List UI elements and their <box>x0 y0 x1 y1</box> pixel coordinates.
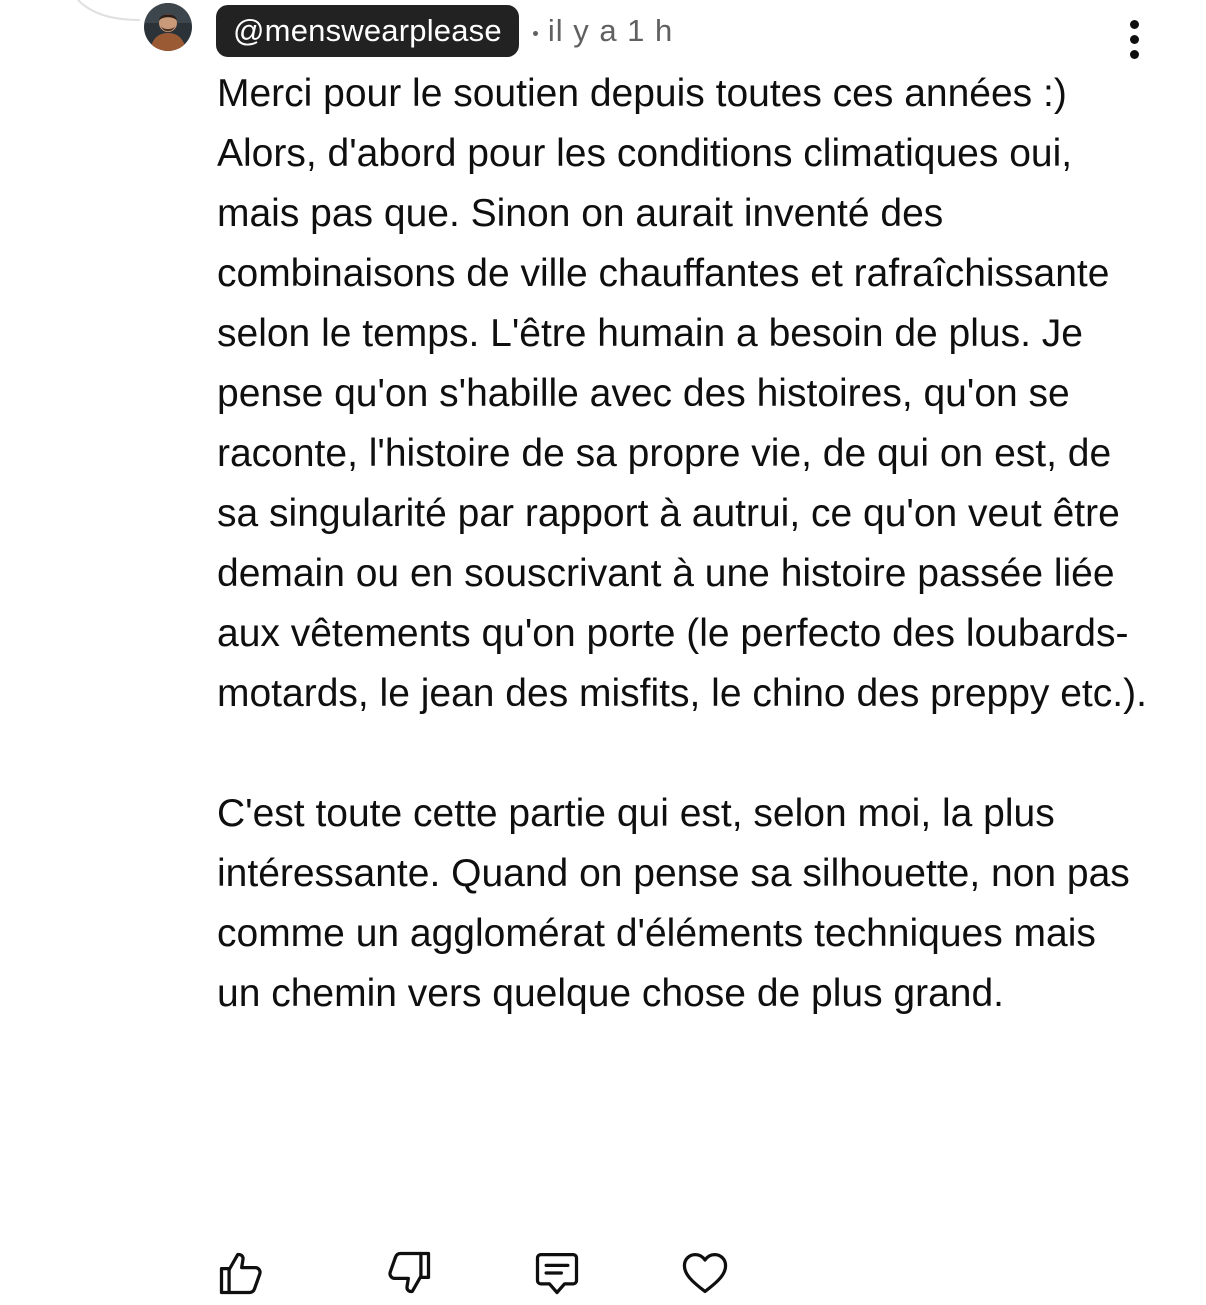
comment-icon <box>531 1247 583 1299</box>
dislike-button[interactable] <box>382 1246 436 1300</box>
thumbs-up-icon <box>215 1247 267 1299</box>
more-vertical-icon-dot <box>1130 35 1139 44</box>
comment-paragraph: C'est toute cette partie qui est, selon moi, la plus intéressante. Quand on pense sa silhouette, non pas comme un agglomérat d'éléments techniques mais un chemin vers quelque chose de plus grand. <box>217 792 1130 1015</box>
heart-button[interactable] <box>678 1246 732 1300</box>
comment-meta <box>533 13 673 49</box>
comment-paragraph: Merci pour le soutien depuis toutes ces années :) Alors, d'abord pour les conditions climatiques oui, mais pas que. Sinon on aurait inventé des combinaisons de ville chauffantes et rafraîchissante selon le temps. L'être humain a besoin de plus. Je pense qu'on s'habille avec des histoires, qu'on se raconte, l'histoire de sa propre vie, de qui on est, de sa singularité par rapport à autrui, ce qu'on veut être demain ou en souscrivant à une histoire passée liée aux vêtements qu'on porte (le perfecto des loubards-motards, le jean des misfits, le chino des preppy etc.). <box>217 72 1147 715</box>
like-button[interactable] <box>214 1246 268 1300</box>
comment-timestamp: il y a 1 h <box>547 13 674 48</box>
more-vertical-icon-dot <box>1130 50 1139 59</box>
more-vertical-icon-dot <box>1130 20 1139 29</box>
thumbs-down-icon <box>383 1247 435 1299</box>
thread-line <box>0 0 140 40</box>
author-handle[interactable]: @menswearplease <box>216 5 519 57</box>
avatar[interactable] <box>144 3 192 51</box>
separator-dot <box>533 31 538 36</box>
more-options-button[interactable] <box>1114 14 1154 64</box>
comment-text <box>217 64 1147 1024</box>
comment-actions <box>214 1246 774 1302</box>
heart-icon <box>679 1247 731 1299</box>
comment-header <box>216 5 673 57</box>
reply-button[interactable] <box>530 1246 584 1300</box>
